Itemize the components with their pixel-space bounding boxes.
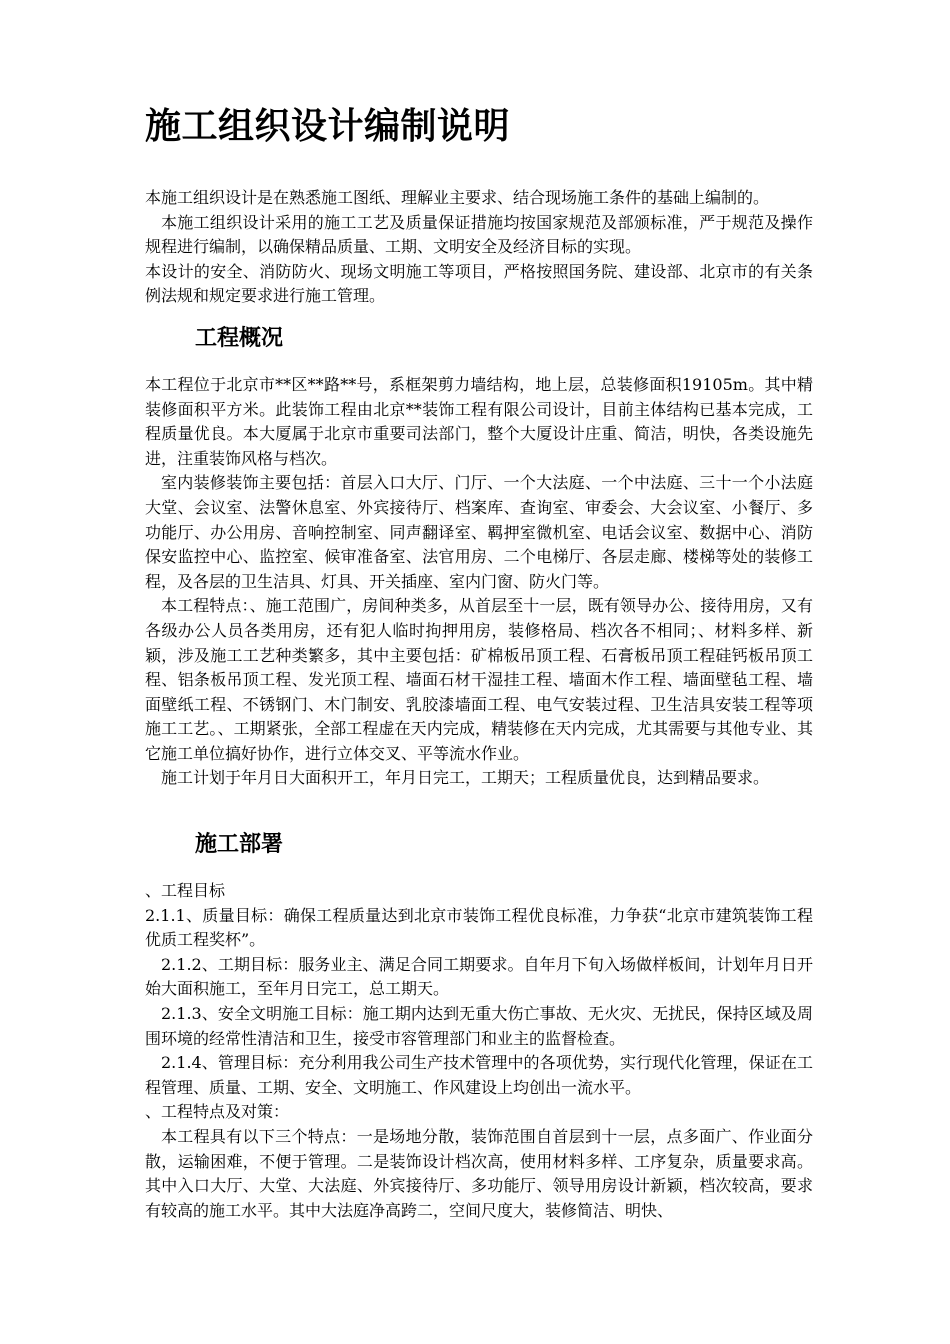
goal-quality: 2.1.1、质量目标：确保工程质量达到北京市装饰工程优良标准，力争获“北京市建筑装饰工程优质工程奖杯”。 — [145, 905, 813, 950]
intro-paragraph-3: 本设计的安全、消防防火、现场文明施工等项目，严格按照国务院、建设部、北京市的有关条例法规和规定要求进行施工管理。 — [145, 261, 813, 306]
goal-management: 2.1.4、管理目标：充分利用我公司生产技术管理中的各项优势，实行现代化管理，保证在工程管理、质量、工期、安全、文明施工、作风建设上均创出一流水平。 — [145, 1053, 813, 1097]
overview-paragraph-2: 室内装修装饰主要包括：首层入口大厅、门厅、一个大法庭、一个中法庭、三十一个小法庭大堂、会议室、法警休息室、外宾接待厅、档案库、查询室、审委会、大会议室、小餐厅、多功能厅、办公用房、音响控制室、同声翻译室、羁押室微机室、电话会议室、数据中心、消防保安监控中心、监控室、候审准备室、法官用房、二个电梯厅、各层走廊、楼梯等处的装修工程，及各层的卫生洁具、灯具、开关插座、室内门窗、防火门等。 — [145, 473, 813, 591]
document-title: 施工组织设计编制说明 — [145, 105, 511, 147]
goal-safety: 2.1.3、安全文明施工目标：施工期内达到无重大伤亡事故、无火灾、无扰民，保持区域及周围环境的经常性清洁和卫生，接受市容管理部门和业主的监督检查。 — [145, 1004, 813, 1048]
goal-schedule: 2.1.2、工期目标：服务业主、满足合同工期要求。自年月下旬入场做样板间，计划年月日开始大面积施工，至年月日完工，总工期天。 — [145, 954, 813, 999]
overview-paragraph-4: 施工计划于年月日大面积开工，年月日完工，工期天；工程质量优良，达到精品要求。 — [161, 768, 770, 788]
intro-paragraph-1: 本施工组织设计是在熟悉施工图纸、理解业主要求、结合现场施工条件的基础上编制的。 — [145, 188, 770, 207]
intro-paragraph-2: 本施工组织设计采用的施工工艺及质量保证措施均按国家规范及部颁标准，严于规范及操作规程进行编制，以确保精品质量、工期、文明安全及经济目标的实现。 — [145, 212, 813, 257]
features-paragraph: 本工程具有以下三个特点：一是场地分散，装饰范围自首层到十一层，点多面广、作业面分散，运输困难，不便于管理。二是装饰设计档次高，使用材料多样、工序复杂，质量要求高。其中入口大厅、大堂、大法庭、外宾接待厅、多功能厅、领导用房设计新颖，档次较高，要求有较高的施工水平。其中大法庭净高跨二，空间尺度大，装修简洁、明快、 — [145, 1127, 813, 1220]
goals-label: 、工程目标 — [145, 881, 226, 901]
document-body — [145, 100, 813, 1223]
section-heading-overview: 工程概况 — [195, 324, 284, 351]
section-heading-deployment: 施工部署 — [195, 831, 284, 858]
overview-paragraph-3: 本工程特点：、施工范围广，房间种类多，从首层至十一层，既有领导办公、接待用房，又有各级办公人员各类用房，还有犯人临时拘押用房，装修格局、档次各不相同；、材料多样、新颖，涉及施工工艺种类繁多，其中主要包括：矿棉板吊顶工程、石膏板吊顶工程硅钙板吊顶工程、铝条板吊顶工程、发光顶工程、墙面石材干湿挂工程、墙面木作工程、墙面壁毡工程、墙面壁纸工程、不锈钢门、木门制安、乳胶漆墙面工程、电气安装过程、卫生洁具安装工程等项施工工艺。、工期紧张，全部工程虚在天内完成，精装修在天内完成，尤其需要与其他专业、其它施工单位搞好协作，进行立体交叉、平等流水作业。 — [145, 596, 813, 763]
features-label: 、工程特点及对策： — [145, 1102, 290, 1122]
overview-paragraph-1: 本工程位于北京市**区**路**号，系框架剪力墙结构，地上层，总装修面积19105m。其中精装修面积平方米。此装饰工程由北京**装饰工程有限公司设计，目前主体结构已基本完成，工程质量优良。本大厦属于北京市重要司法部门，整个大厦设计庄重、简洁，明快，各类设施先进，注重装饰风格与档次。 — [145, 374, 813, 468]
